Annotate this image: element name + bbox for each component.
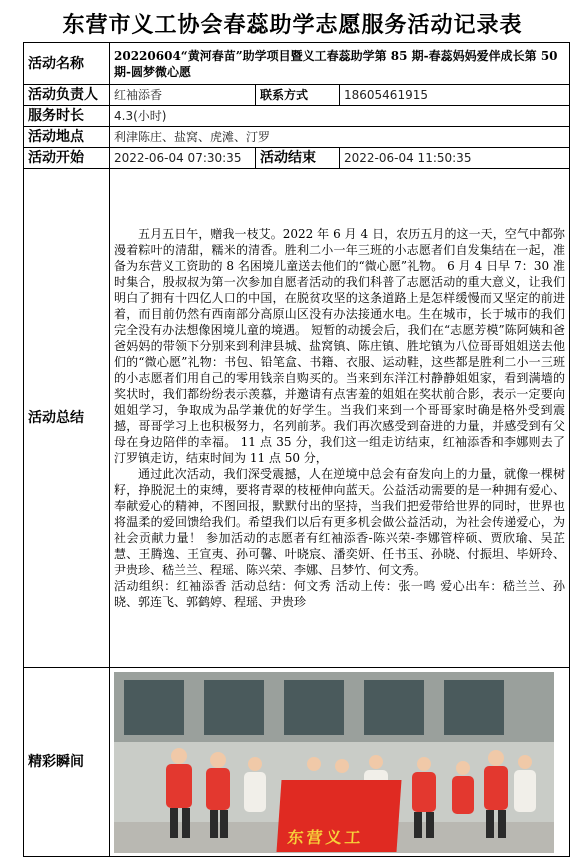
start-label: 活动开始 xyxy=(24,148,110,169)
location-value: 利津陈庄、盐窝、虎滩、汀罗 xyxy=(110,127,570,148)
summary-paragraph: 五月五日午，赠我一枝艾。2022 年 6 月 4 日，农历五月的这一天，空气中都弥漫着粽叶的清甜，糯米的清香。胜利二小一年三班的小志愿者们自发集结在一起，准备为东营义工资助的 8 名困境儿童送去他们的“微心愿”礼物。 6 月 4 日早 7：30 准时集合，殷叔叔为第一次参加自愿者活动的我们科普了志愿活动的重大意义，让我们明白了拥有十四亿人口的中国，在脱贫攻坚的这条道路上是怎样缓慢而又坚定的前进着，而目前仍然有西南部分高原山区没有办法接通水电。生在城市，长于城市的我们完全没有办法想像困境儿童的境遇。 短暂的动援会后，我们在“志愿芳模”陈阿姨和爸爸妈妈的带领下分别来到利津县城、盐窝镇、陈庄镇、胜坨镇为八位哥哥姐姐送去他们的“微心愿”礼物：书包、铅笔盒、书籍、衣服、运动鞋，这些都是胜利二小一三班的小志愿者们用自己的零用钱亲自购买的。当来到东洋江村静静姐姐家，看到满墙的奖状时，我们都纷纷表示羡慕，并邀请有点害羞的姐姐在奖状前合影，表示一定要向姐姐学习，争取成为品学兼优的好学生。当我们来到一个哥哥家时确是格外受到震撼，哥哥学习上也积极努力，名列前茅。我们再次感受到奋进的力量，并感受到有父母在身边陪伴的幸福。 11 点 35 分，我们这一组走访结束，红袖添香和李娜则去了汀罗镇走访，结束时间为 11 点 50 分， xyxy=(114,227,566,465)
leader-value: 红袖添香 xyxy=(110,85,256,106)
duration-label: 服务时长 xyxy=(24,106,110,127)
end-label: 活动结束 xyxy=(256,148,340,169)
flag-text: 东营义工 xyxy=(286,827,365,847)
summary-credits: 活动组织：红袖添香 活动总结：何文秀 活动上传：张一鸣 爱心出车：嵇兰兰、孙晓、郭连飞、郭鹤婷、程瑶、尹贵珍 xyxy=(114,579,566,609)
contact-value: 18605461915 xyxy=(340,85,570,106)
summary-paragraph: 通过此次活动，我们深受震撼，人在逆境中总会有奋发向上的力量，就像一棵树籽，挣脱泥土的束缚，要将青翠的枝桠伸向蓝天。公益活动需要的是一种拥有爱心、奉献爱心的精神，不图回报，默默付出的坚持，当我们把爱带给世界的同时，世界也将温柔的爱回馈给我们。希望我们以后有更多机会做公益活动，为社会传递爱心，为社会贡献力量！ 参加活动的志愿者有红袖添香-陈兴荣-李娜管梓硕、贾欣瑜、吴芷慧、王腾逸、王宣夷、孙可馨、叶晓宸、潘奕妍、任书玉、孙晓、付振坦、毕妍玲、尹贵珍、嵇兰兰、程瑶、陈兴荣、李娜、吕梦竹、何文秀。 xyxy=(114,467,566,577)
activity-name-value: 20220604“黄河春苗”助学项目暨义工春蕊助学第 85 期-春蕊妈妈爱伴成长第 50 期-圆梦微心愿 xyxy=(110,43,570,85)
row-summary xyxy=(24,169,570,668)
start-value: 2022-06-04 07:30:35 xyxy=(110,148,256,169)
group-photo xyxy=(114,672,554,853)
photos-label: 精彩瞬间 xyxy=(24,668,110,857)
location-label: 活动地点 xyxy=(24,127,110,148)
row-activity-name xyxy=(24,43,570,85)
leader-label: 活动负责人 xyxy=(24,85,110,106)
summary-content xyxy=(110,169,570,668)
end-value: 2022-06-04 11:50:35 xyxy=(340,148,570,169)
row-photos xyxy=(24,668,570,857)
duration-value: 4.3(小时) xyxy=(110,106,570,127)
volunteer-flag xyxy=(276,780,401,852)
contact-label: 联系方式 xyxy=(256,85,340,106)
activity-name-label: 活动名称 xyxy=(24,43,110,85)
record-table xyxy=(23,42,570,857)
photos-content xyxy=(110,668,570,857)
page-title: 东营市义工协会春蕊助学志愿服务活动记录表 xyxy=(62,13,523,38)
summary-label: 活动总结 xyxy=(24,169,110,668)
row-leader xyxy=(24,85,570,106)
row-location xyxy=(24,127,570,148)
row-duration xyxy=(24,106,570,127)
row-time xyxy=(24,148,570,169)
